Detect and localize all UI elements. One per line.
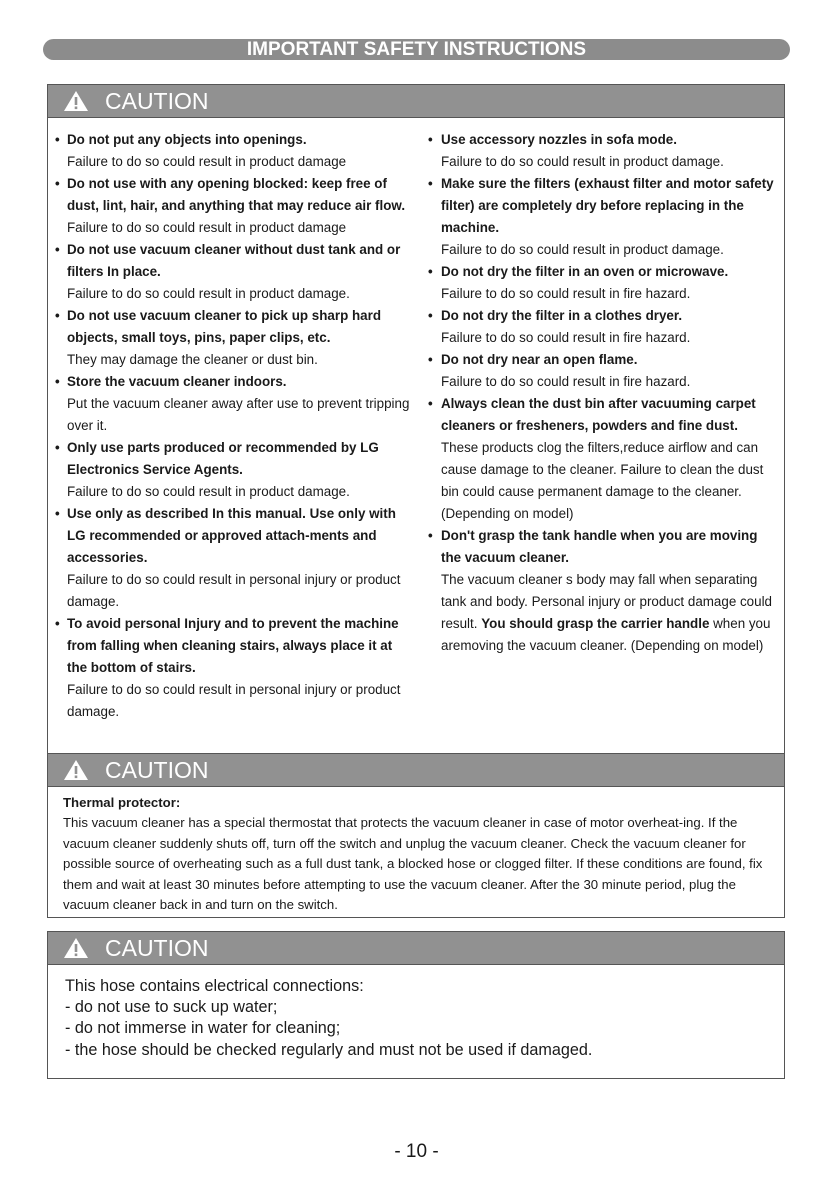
bullet-text: To avoid personal Injury and to prevent the machine from falling when cleaning stairs, always place it at the bottom of stairs. (67, 616, 399, 675)
list-item: • Do not dry the filter in a clothes dryer. Failure to do so could result in fire hazard. (428, 308, 691, 345)
hose-line: - do not immerse in water for cleaning; (65, 1019, 341, 1038)
hose-text (65, 976, 592, 1061)
list-item: • Only use parts produced or recommended by LG Electronics Service Agents. Failure to do so could result in product damage. (55, 440, 379, 499)
list-item: • Do not dry near an open flame. Failure to do so could result in fire hazard. (428, 352, 691, 389)
bullet-note: Failure to do so could result in product damage (67, 220, 347, 235)
left-column (55, 129, 415, 723)
thermal-body: This vacuum cleaner has a special thermostat that protects the vacuum cleaner in case of motor overheat-ing. If the vacuum cleaner suddenly shuts off, turn off the switch and unplug the vacuum cleaner. Check the vacuum cleaner for possible source of overheating such as a full dust tank, a blocked hose or clogged filter. If these conditions are found, fix them and wait at least 30 minutes before attempting to use the vacuum cleaner. After the 30 minute period, plug the vacuum cleaner back in and turn on the switch. (63, 815, 763, 913)
right-column (428, 129, 778, 657)
list-item: • Do not use vacuum cleaner to pick up sharp hard objects, small toys, pins, paper clips, etc. They may damage the cleaner or dust bin. (55, 308, 382, 367)
list-item: • Make sure the filters (exhaust filter and motor safety filter) are completely dry before replacing in the machine. Failure to do so could result in product damage. (428, 176, 774, 257)
hose-line: This hose contains electrical connections: (65, 977, 364, 995)
bullet-text: Use only as described In this manual. Use only with LG recommended or approved attach-ments and accessories. (67, 506, 396, 565)
hose-line: - do not use to suck up water; (65, 998, 278, 1017)
list-item: • Don't grasp the tank handle when you are moving the vacuum cleaner. The vacuum cleaner s body may fall when separating tank and body. Personal injury or product damage could result. You should grasp the carrier handle when you aremoving the vacuum cleaner. (Depending on model) (428, 528, 772, 653)
warning-icon (63, 90, 89, 112)
bullet-text: Do not dry near an open flame. (441, 352, 638, 367)
list-item: • Do not use with any opening blocked: keep free of dust, lint, hair, and anything that may reduce air flow. Failure to do so could result in product damage (55, 176, 406, 235)
bullet-text: Use accessory nozzles in sofa mode. (441, 132, 677, 147)
bullet-note: The vacuum cleaner s body may fall when separating tank and body. Personal injury or product damage could result. (441, 572, 772, 631)
bullet-note: Put the vacuum cleaner away after use to prevent tripping over it. (67, 396, 410, 433)
bullet-note: Failure to do so could result in personal injury or product damage. (67, 682, 401, 719)
list-item: • Store the vacuum cleaner indoors. Put the vacuum cleaner away after use to prevent tripping over it. (55, 374, 410, 433)
caution-header (48, 754, 784, 787)
caution-label: CAUTION (105, 757, 209, 783)
bullet-note: Failure to do so could result in product damage. (441, 242, 724, 257)
warning-icon (63, 937, 89, 959)
caution-label: CAUTION (105, 935, 209, 961)
list-item: • Do not put any objects into openings. Failure to do so could result in product damage (55, 132, 347, 169)
bullet-text: Do not dry the filter in an oven or microwave. (441, 264, 729, 279)
list-item: • Do not use vacuum cleaner without dust tank and or filters In place. Failure to do so could result in product damage. (55, 242, 401, 301)
bullet-text: Don't grasp the tank handle when you are moving the vacuum cleaner. (441, 528, 758, 565)
bullet-note: Failure to do so could result in personal injury or product damage. (67, 572, 401, 609)
bullet-note: Failure to do so could result in product damage. (67, 484, 350, 499)
bullet-text: Do not dry the filter in a clothes dryer. (441, 308, 683, 323)
bullet-note: Failure to do so could result in fire hazard. (441, 330, 691, 345)
caution-header (48, 85, 784, 118)
thermal-heading: Thermal protector: (63, 795, 181, 810)
bullet-text: Do not use vacuum cleaner to pick up sharp hard objects, small toys, pins, paper clips, etc. (67, 308, 382, 345)
page-number: - 10 - (394, 1141, 439, 1162)
warning-icon (63, 759, 89, 781)
hose-line: - the hose should be checked regularly and must not be used if damaged. (65, 1040, 593, 1059)
bullet-note: These products clog the filters,reduce airflow and can cause damage to the cleaner. Failure to clean the dust bin could cause permanent damage to the cleaner. (Depending on model) (441, 440, 764, 521)
bullet-note: They may damage the cleaner or dust bin. (67, 352, 318, 367)
bullet-note: Failure to do so could result in fire hazard. (441, 286, 691, 301)
bullet-text: Do not put any objects into openings. (67, 132, 307, 147)
list-item: • Always clean the dust bin after vacuuming carpet cleaners or fresheners, powders and fine dust. These products clog the filters,reduce airflow and can cause damage to the cleaner. Failure to clean the dust bin could cause permanent damage to the cleaner. (Depending on model) (428, 396, 764, 521)
bullet-text: Only use parts produced or recommended by LG Electronics Service Agents. (67, 440, 379, 477)
bullet-text: Always clean the dust bin after vacuuming carpet cleaners or fresheners, powders and fine dust. (441, 396, 756, 433)
thermal-protector-text (63, 793, 779, 915)
page-title: IMPORTANT SAFETY INSTRUCTIONS (43, 39, 790, 60)
caution-label: CAUTION (105, 88, 209, 114)
bullet-text: Do not use with any opening blocked: keep free of dust, lint, hair, and anything that may reduce air flow. (67, 176, 406, 213)
list-item: • Do not dry the filter in an oven or microwave. Failure to do so could result in fire hazard. (428, 264, 729, 301)
bullet-note: Failure to do so could result in product damage. (441, 154, 724, 169)
list-item: • Use accessory nozzles in sofa mode. Failure to do so could result in product damage. (428, 132, 724, 169)
bullet-text: Make sure the filters (exhaust filter and motor safety filter) are completely dry before replacing in the machine. (441, 176, 774, 235)
bullet-note: Failure to do so could result in fire hazard. (441, 374, 691, 389)
bullet-note: Failure to do so could result in product damage. (67, 286, 350, 301)
list-item: • Use only as described In this manual. Use only with LG recommended or approved attach-ments and accessories. Failure to do so could result in personal injury or product damage. (55, 506, 401, 609)
bullet-note-tail: when you aremoving the vacuum cleaner. (Depending on model) (441, 616, 771, 653)
bullet-note: Failure to do so could result in product damage (67, 154, 347, 169)
bullet-note-bold: You should grasp the carrier handle (481, 616, 710, 631)
list-item: • To avoid personal Injury and to prevent the machine from falling when cleaning stairs, always place it at the bottom of stairs. Failure to do so could result in personal injury or product damage. (55, 616, 401, 719)
bullet-text: Store the vacuum cleaner indoors. (67, 374, 287, 389)
caution-header (48, 932, 784, 965)
bullet-text: Do not use vacuum cleaner without dust tank and or filters In place. (67, 242, 401, 279)
